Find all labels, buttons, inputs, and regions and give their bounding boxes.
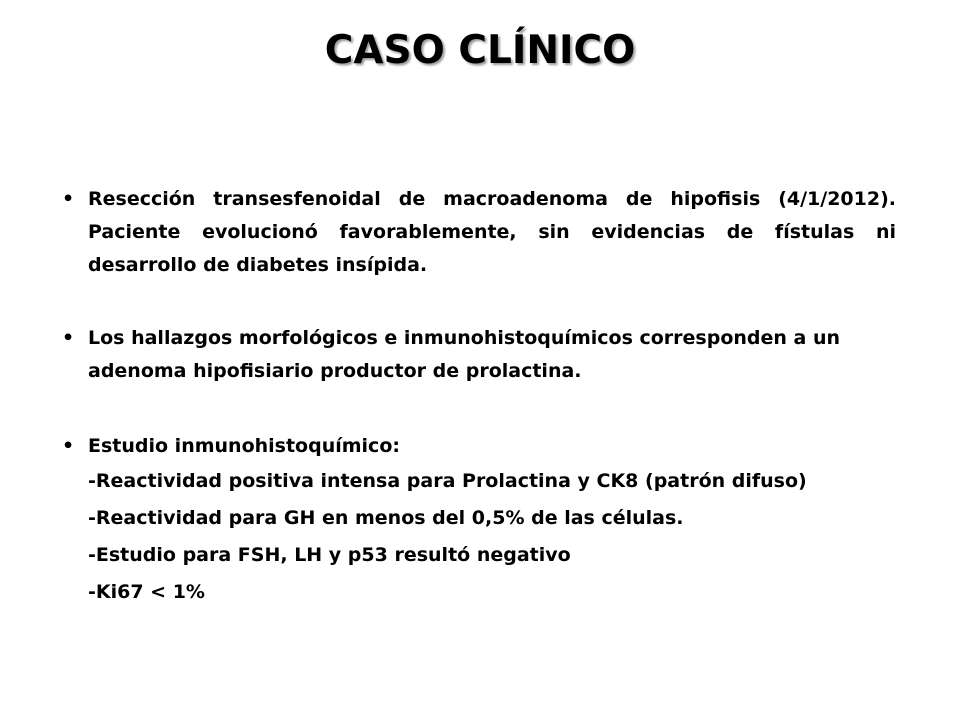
bullet-text: Los hallazgos morfológicos e inmunohistoquímicos corresponden a un adenoma hipofisiario productor de prolactina.: [88, 327, 841, 382]
bullet-text: Estudio inmunohistoquímico:: [88, 435, 400, 457]
subline-item: -Reactividad positiva intensa para Prolactina y CK8 (patrón difuso): [88, 470, 807, 492]
bullet-item-2: [62, 322, 896, 388]
bullet-dot: •: [62, 435, 75, 457]
slide-title: CASO CLÍNICO: [324, 28, 636, 73]
slide-content: [62, 183, 896, 611]
subline-item: -Estudio para FSH, LH y p53 resultó negativo: [88, 544, 571, 566]
bullet-dot: •: [62, 188, 75, 210]
subline-item: -Reactividad para GH en menos del 0,5% de las células.: [88, 507, 684, 529]
bullet-item-1: [62, 183, 896, 282]
bullet-text: Resección transesfenoidal de macroadenoma de hipofisis (4/1/2012). Paciente evolucionó favorablemente, sin evidencias de fístulas ni desarrollo de diabetes insípida.: [88, 188, 896, 276]
bullet-item-3: [62, 430, 896, 463]
bullet-dot: •: [62, 327, 75, 349]
subline-item: -Ki67 < 1%: [88, 581, 205, 603]
